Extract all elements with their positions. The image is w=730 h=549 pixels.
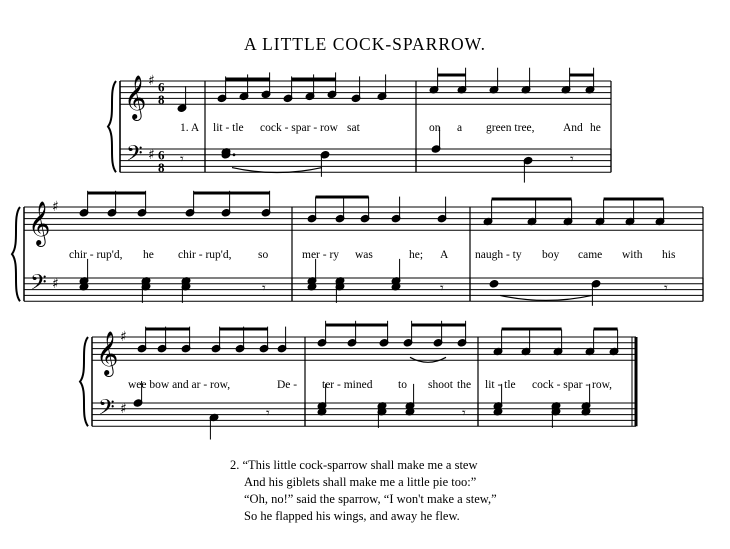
sharp-icon: ♯	[148, 146, 155, 163]
sharp-icon: ♯	[52, 275, 59, 292]
sharp-icon: ♯	[120, 400, 127, 417]
bass-clef-icon: 𝄢	[30, 270, 47, 301]
time-signature-denominator: 8	[158, 92, 165, 108]
lyric-syllable: 1. A	[180, 122, 200, 134]
eighth-rest-icon: 𝄾	[266, 405, 270, 422]
lyric-syllable: shoot	[428, 379, 453, 391]
music-system-1	[108, 68, 611, 183]
lyric-syllable: green tree,	[486, 122, 535, 134]
lyric-syllable: naugh - ty	[475, 249, 522, 261]
eighth-rest-icon: 𝄾	[440, 280, 444, 297]
treble-clef-icon: 𝄞	[124, 75, 147, 120]
note-head	[489, 280, 499, 288]
treble-clef-icon: 𝄞	[96, 331, 119, 376]
verse-line: 2. “This little cock-sparrow shall make me a stew	[230, 458, 478, 472]
song-title: A LITTLE COCK-SPARROW.	[244, 34, 486, 54]
sharp-icon: ♯	[120, 329, 127, 345]
lyric-syllable: on	[429, 122, 441, 134]
lyric-syllable: And	[563, 122, 583, 134]
lyric-syllable: so	[258, 249, 269, 261]
lyric-syllable: chir - rup'd,	[178, 249, 232, 261]
eighth-rest-icon: 𝄾	[462, 405, 466, 422]
lyric-syllable: his	[662, 249, 676, 261]
lyric-syllable: lit - tle	[485, 379, 516, 391]
eighth-rest-icon: 𝄾	[180, 151, 184, 168]
eighth-rest-icon: 𝄾	[664, 280, 668, 297]
verse-line: “Oh, no!” said the sparrow, “I won't make a stew,”	[244, 492, 497, 506]
lyric-syllable: chir - rup'd,	[69, 249, 123, 261]
lyric-syllable: was	[355, 249, 373, 261]
eighth-rest-icon: 𝄾	[570, 151, 574, 168]
lyric-syllable: wee bow and ar - row,	[128, 379, 231, 391]
eighth-rest-icon: 𝄾	[262, 280, 266, 297]
lyric-syllable: ter - mined	[322, 379, 373, 391]
lyric-syllable: cock - spar - row	[260, 122, 338, 134]
brace	[80, 337, 88, 426]
lyric-syllable: sat	[347, 122, 360, 134]
music-system-3	[80, 321, 636, 440]
lyric-syllable: to	[398, 379, 407, 391]
lyric-syllable: came	[578, 249, 603, 261]
lyric-syllable: with	[622, 249, 643, 261]
verse-line: And his giblets shall make me a little pie too:”	[244, 475, 477, 489]
lyric-syllable: mer - ry	[302, 249, 340, 261]
dot	[233, 153, 236, 156]
tie	[500, 295, 592, 300]
lyric-syllable: De -	[277, 379, 298, 391]
time-signature-denominator: 8	[158, 160, 165, 176]
time-signature-numerator: 6	[158, 79, 165, 95]
verse-line: So he flapped his wings, and away he flew.	[244, 509, 460, 523]
bass-clef-icon: 𝄢	[98, 395, 115, 426]
lyric-syllable: he;	[409, 249, 424, 261]
lyric-syllable: a	[457, 122, 463, 134]
time-signature-numerator: 6	[158, 147, 165, 163]
music-system-2	[12, 191, 703, 306]
bass-clef-icon: 𝄢	[126, 141, 143, 172]
lyric-syllable: A	[440, 249, 449, 261]
verse-2	[230, 457, 497, 525]
sharp-icon: ♯	[52, 199, 59, 215]
lyric-syllable: he	[590, 122, 601, 134]
sharp-icon: ♯	[148, 73, 155, 89]
lyric-syllable: lit - tle	[213, 122, 244, 134]
lyric-syllable: the	[457, 379, 472, 391]
lyric-syllable: he	[143, 249, 154, 261]
lyric-syllable: cock - spar - row,	[532, 379, 613, 391]
lyric-syllable: boy	[542, 249, 560, 261]
brace	[108, 81, 116, 172]
treble-clef-icon: 𝄞	[28, 201, 51, 246]
brace	[12, 207, 20, 301]
